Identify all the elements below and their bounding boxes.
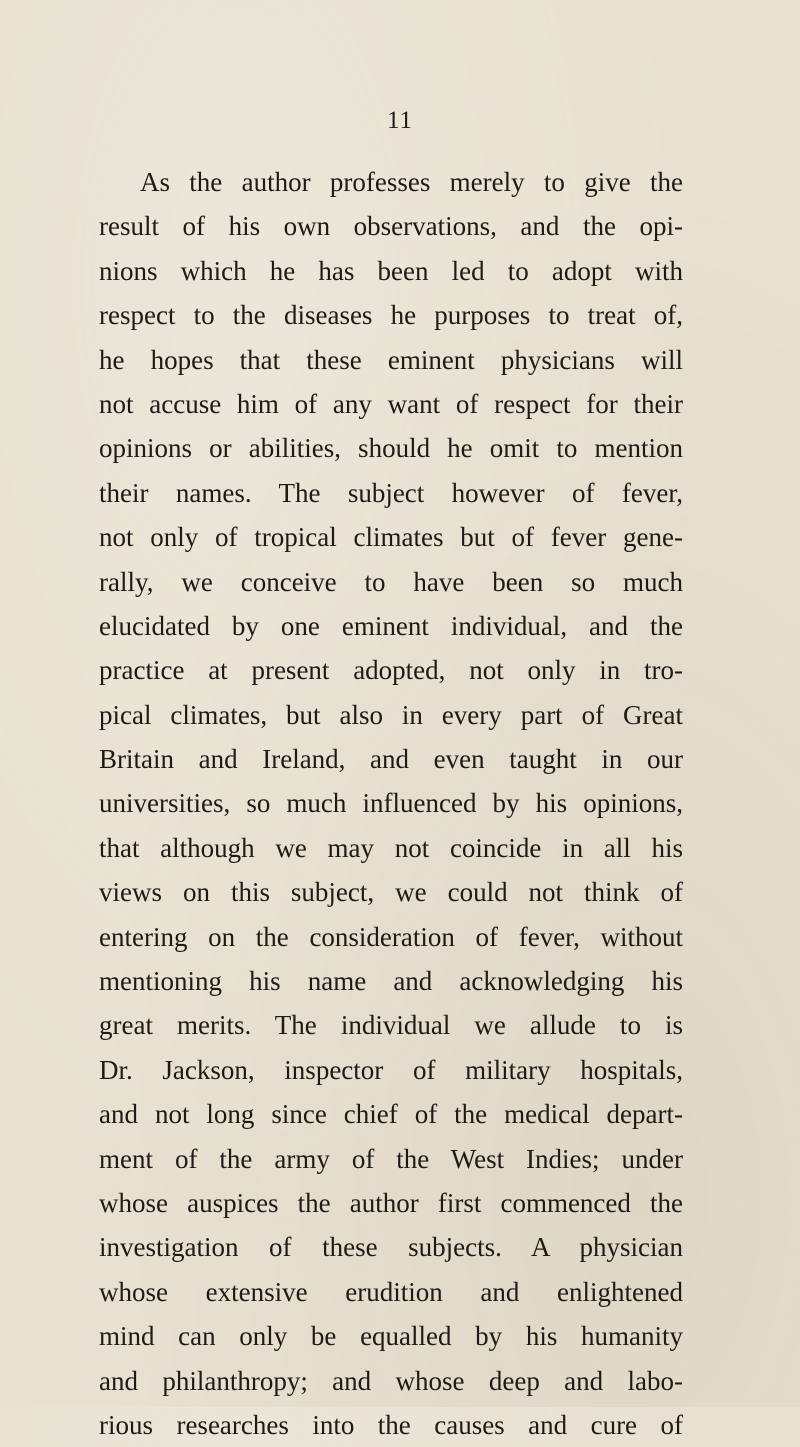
text-line: practice at present adopted, not only in tro- [99,655,683,686]
text-line: entering on the consideration of fever, without [99,921,683,952]
text-line: views on this subject, we could not think of [99,877,683,908]
text-line: ment of the army of the West Indies; under [99,1143,683,1174]
text-line: rious researches into the causes and cure of [99,1409,683,1440]
text-line: not accuse him of any want of respect for their [99,388,683,419]
text-line: not only of tropical climates but of fever gene- [99,522,683,553]
text-line: opinions or abilities, should he omit to mention [99,433,683,464]
text-line: elucidated by one eminent individual, and the [99,610,683,641]
page-number: 11 [386,107,414,134]
text-line: that although we may not coincide in all his [99,832,683,863]
text-line: result of his own observations, and the opi- [99,211,683,242]
text-line: and philanthropy; and whose deep and labo- [99,1365,683,1396]
text-line: whose extensive erudition and enlightened [99,1276,683,1307]
text-line: investigation of these subjects. A physician [99,1232,683,1263]
text-line: their names. The subject however of fever, [99,477,683,508]
text-line: respect to the diseases he purposes to treat of, [99,300,683,331]
text-line: great merits. The individual we allude to is [99,1010,683,1041]
text-line: and not long since chief of the medical depart- [99,1099,683,1130]
text-line: mentioning his name and acknowledging his [99,966,683,997]
text-line: mind can only be equalled by his humanity [99,1321,683,1352]
text-line: he hopes that these eminent physicians will [99,344,683,375]
text-line: As the author professes merely to give the [140,167,683,197]
text-line: universities, so much influenced by his opinions, [99,788,683,819]
text-line: rally, we conceive to have been so much [99,566,683,597]
text-line: Dr. Jackson, inspector of military hospitals, [99,1054,683,1085]
body-text [99,160,683,1447]
text-line: pical climates, but also in every part of Great [99,699,683,730]
text-line: nions which he has been led to adopt with [99,255,683,286]
text-line: whose auspices the author first commenced the [99,1187,683,1218]
text-line: Britain and Ireland, and even taught in our [99,744,683,775]
